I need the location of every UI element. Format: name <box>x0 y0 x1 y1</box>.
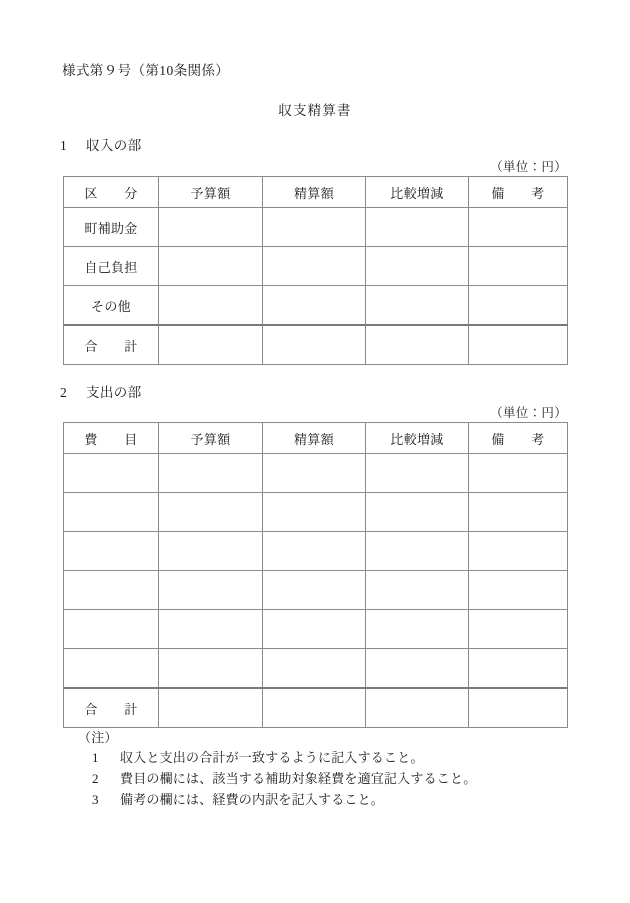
expenditure-total-label: 合 計 <box>64 688 159 728</box>
income-table <box>63 176 568 365</box>
income-row-label-self-burden: 自己負担 <box>64 247 159 286</box>
income-cell-settlement-self-burden[interactable] <box>263 247 366 286</box>
expenditure-cell-settlement-4[interactable] <box>263 571 366 610</box>
unit-note-expenditure: （単位：円） <box>490 406 567 420</box>
expenditure-cell-difference-1[interactable] <box>366 454 469 493</box>
income-total-difference[interactable] <box>366 325 469 365</box>
income-cell-difference-other[interactable] <box>366 286 469 326</box>
note-number-3: 3 <box>92 792 99 808</box>
note-item-2 <box>92 769 476 789</box>
income-cell-settlement-town-subsidy[interactable] <box>263 208 366 247</box>
table-row <box>64 610 568 649</box>
table-row <box>64 493 568 532</box>
table-row <box>64 286 568 326</box>
expenditure-total-remarks[interactable] <box>469 688 568 728</box>
expenditure-cell-difference-3[interactable] <box>366 532 469 571</box>
table-row <box>64 208 568 247</box>
expenditure-cell-settlement-6[interactable] <box>263 649 366 689</box>
section-label-2: 支出の部 <box>86 385 142 400</box>
expenditure-total-budget[interactable] <box>159 688 263 728</box>
expenditure-cell-settlement-1[interactable] <box>263 454 366 493</box>
note-number-2: 2 <box>92 771 99 787</box>
expenditure-cell-budget-4[interactable] <box>159 571 263 610</box>
document-title: 収支精算書 <box>278 103 352 118</box>
income-cell-budget-town-subsidy[interactable] <box>159 208 263 247</box>
expenditure-cell-remarks-2[interactable] <box>469 493 568 532</box>
expenditure-header-settlement: 精算額 <box>263 423 366 454</box>
income-header-category: 区 分 <box>64 177 159 208</box>
section-number-1: 1 <box>60 138 68 153</box>
table-row <box>64 247 568 286</box>
section-heading-income <box>60 134 142 154</box>
expenditure-cell-difference-2[interactable] <box>366 493 469 532</box>
expenditure-total-row <box>64 688 568 728</box>
income-table-header-row <box>64 177 568 208</box>
expenditure-cell-item-6[interactable] <box>64 649 159 689</box>
income-total-budget[interactable] <box>159 325 263 365</box>
income-header-settlement: 精算額 <box>263 177 366 208</box>
expenditure-cell-settlement-5[interactable] <box>263 610 366 649</box>
section-number-2: 2 <box>60 385 68 400</box>
expenditure-total-difference[interactable] <box>366 688 469 728</box>
expenditure-cell-item-2[interactable] <box>64 493 159 532</box>
income-cell-difference-town-subsidy[interactable] <box>366 208 469 247</box>
income-cell-remarks-self-burden[interactable] <box>469 247 568 286</box>
expenditure-cell-item-1[interactable] <box>64 454 159 493</box>
expenditure-cell-remarks-5[interactable] <box>469 610 568 649</box>
income-total-settlement[interactable] <box>263 325 366 365</box>
expenditure-cell-remarks-6[interactable] <box>469 649 568 689</box>
income-header-remarks: 備 考 <box>469 177 568 208</box>
note-text-3: 備考の欄には、経費の内訳を記入すること。 <box>120 792 385 808</box>
expenditure-cell-budget-6[interactable] <box>159 649 263 689</box>
table-row <box>64 532 568 571</box>
note-item-3 <box>92 790 476 810</box>
expenditure-cell-remarks-4[interactable] <box>469 571 568 610</box>
expenditure-total-settlement[interactable] <box>263 688 366 728</box>
income-row-label-other: その他 <box>64 286 159 326</box>
section-heading-expenditure <box>60 381 142 401</box>
section-label-1: 収入の部 <box>86 138 142 153</box>
table-row <box>64 649 568 689</box>
expenditure-header-budget: 予算額 <box>159 423 263 454</box>
expenditure-cell-item-4[interactable] <box>64 571 159 610</box>
income-total-row <box>64 325 568 365</box>
income-cell-budget-self-burden[interactable] <box>159 247 263 286</box>
expenditure-table <box>63 422 568 728</box>
income-header-difference: 比較増減 <box>366 177 469 208</box>
income-cell-settlement-other[interactable] <box>263 286 366 326</box>
expenditure-cell-budget-1[interactable] <box>159 454 263 493</box>
expenditure-header-difference: 比較増減 <box>366 423 469 454</box>
expenditure-header-item: 費 目 <box>64 423 159 454</box>
note-number-1: 1 <box>92 750 99 765</box>
income-cell-remarks-town-subsidy[interactable] <box>469 208 568 247</box>
income-row-label-town-subsidy: 町補助金 <box>64 208 159 247</box>
income-total-remarks[interactable] <box>469 325 568 365</box>
expenditure-cell-remarks-1[interactable] <box>469 454 568 493</box>
income-cell-budget-other[interactable] <box>159 286 263 326</box>
unit-note-income: （単位：円） <box>490 160 567 174</box>
table-row <box>64 454 568 493</box>
income-header-budget: 予算額 <box>159 177 263 208</box>
form-number: 様式第９号（第10条関係） <box>62 63 230 78</box>
expenditure-cell-settlement-3[interactable] <box>263 532 366 571</box>
income-cell-difference-self-burden[interactable] <box>366 247 469 286</box>
expenditure-cell-item-5[interactable] <box>64 610 159 649</box>
table-row <box>64 571 568 610</box>
expenditure-cell-remarks-3[interactable] <box>469 532 568 571</box>
income-total-label: 合 計 <box>64 325 159 365</box>
expenditure-cell-budget-5[interactable] <box>159 610 263 649</box>
notes-label: （注） <box>78 730 118 745</box>
notes-block <box>78 727 476 811</box>
expenditure-cell-budget-3[interactable] <box>159 532 263 571</box>
expenditure-cell-difference-6[interactable] <box>366 649 469 689</box>
expenditure-cell-budget-2[interactable] <box>159 493 263 532</box>
income-cell-remarks-other[interactable] <box>469 286 568 326</box>
note-text-1: 収入と支出の合計が一致するように記入すること。 <box>120 750 424 765</box>
expenditure-cell-settlement-2[interactable] <box>263 493 366 532</box>
expenditure-table-header-row <box>64 423 568 454</box>
expenditure-cell-difference-4[interactable] <box>366 571 469 610</box>
note-item-1 <box>92 748 476 768</box>
expenditure-cell-difference-5[interactable] <box>366 610 469 649</box>
note-text-2: 費目の欄には、該当する補助対象経費を適宜記入すること。 <box>120 771 477 787</box>
expenditure-cell-item-3[interactable] <box>64 532 159 571</box>
expenditure-header-remarks: 備 考 <box>469 423 568 454</box>
